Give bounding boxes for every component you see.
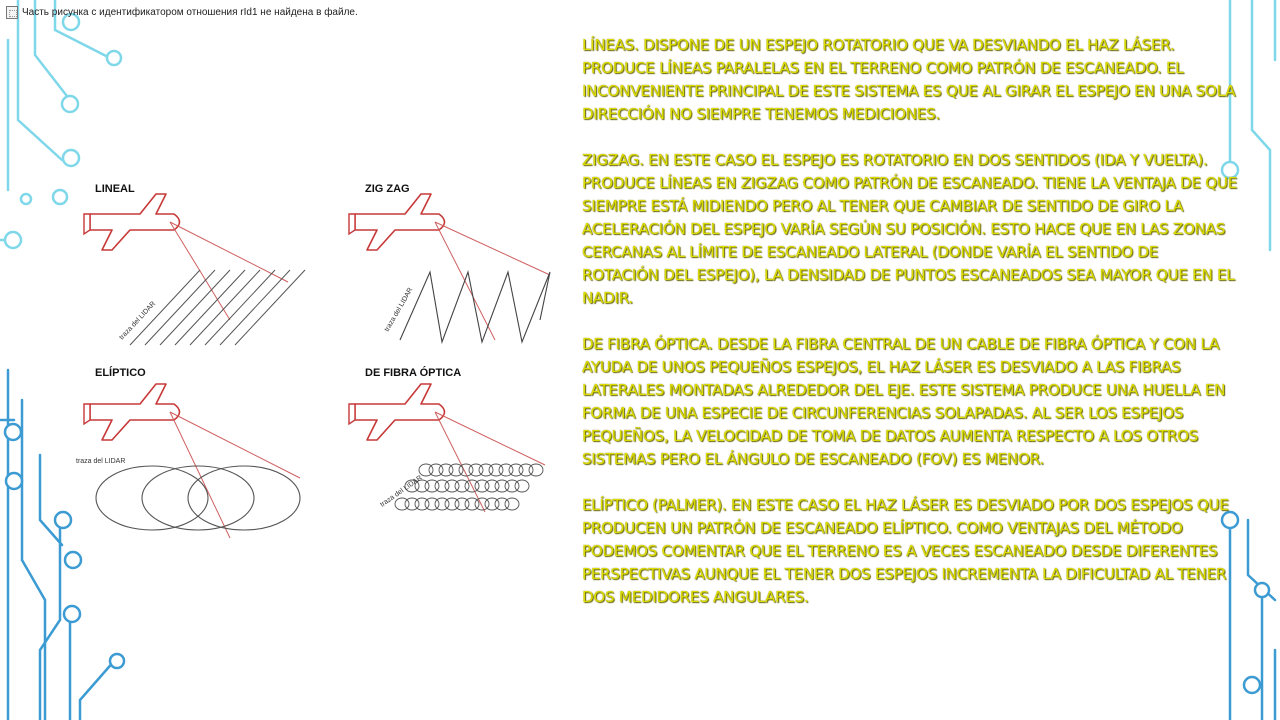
panel-title-lineal: LINEAL — [95, 183, 135, 195]
broken-image-placeholder — [6, 6, 358, 19]
panel-eliptico — [76, 366, 300, 538]
lidar-trace-label-zigzag: traza del LIDAR — [383, 286, 415, 333]
lidar-trace-label-lineal: traza del LIDAR — [118, 300, 158, 342]
lidar-trace-label-fibra-optica: traza del LIDAR — [379, 474, 424, 509]
paragraph-zigzag: ZIGZAG. EN ESTE CASO EL ESPEJO ES ROTATORIO EN DOS SENTIDOS (IDA Y VUELTA). PRODUCE LÍNEAS EN ZIGZAG COMO PATRÓN DE ESCANEADO. TIENE LA VENTAJA DE QUE SIEMPRE ESTÁ MIDIENDO PERO AL TENER QUE CAMBIAR DE SENTIDO DE GIRO LA ACELERACIÓN DEL ESPEJO VARÍA SEGÚN SU POSICIÓN. ESTO HACE QUE EN LAS ZONAS CERCANAS AL LÍMITE DE ESCANEADO LATERAL (DONDE VARÍA EL SENTIDO DE ROTACIÓN DEL ESPEJO), LA DENSIDAD DE PUNTOS ESCANEADOS SEA MAYOR QUE EN EL NADIR. — [582, 151, 1238, 307]
airplane-icon — [84, 194, 180, 250]
lidar-scan-patterns-figure — [70, 160, 570, 540]
airplane-icon — [349, 194, 445, 250]
airplane-icon — [349, 384, 445, 440]
elliptical-scan-pattern — [96, 466, 300, 530]
broken-image-icon — [6, 6, 18, 19]
lineal-scan-lines — [130, 270, 305, 345]
paragraph-fibra-optica: DE FIBRA ÓPTICA. DESDE LA FIBRA CENTRAL DE UN CABLE DE FIBRA ÓPTICA Y CON LA AYUDA DE UNOS PEQUEÑOS ESPEJOS, EL HAZ LÁSER ES DESVIADO A LAS FIBRAS LATERALES MONTADAS ALREDEDOR DEL EJE. ESTE SISTEMA PRODUCE UNA HUELLA EN FORMA DE UNA ESPECIE DE CIRCUNFERENCIAS SOLAPADAS. AL SER LOS ESPEJOS PEQUEÑOS, LA VELOCIDAD DE TOMA DE DATOS AUMENTA RESPECTO A LOS OTROS SISTEMAS PERO EL ÁNGULO DE ESCANEADO (FOV) ES MENOR. — [582, 335, 1226, 468]
lidar-trace-label-eliptico: traza del LIDAR — [76, 458, 126, 465]
panel-title-fibra-optica: DE FIBRA ÓPTICA — [365, 367, 462, 379]
panel-zigzag — [349, 183, 550, 342]
panel-title-zigzag: ZIG ZAG — [365, 183, 410, 195]
panel-lineal — [84, 183, 305, 345]
fiber-optic-scan-circles — [395, 464, 543, 510]
panel-title-eliptico: ELÍPTICO — [95, 367, 146, 379]
zigzag-scan-path — [400, 272, 550, 342]
paragraph-eliptico: ELÍPTICO (PALMER). EN ESTE CASO EL HAZ LÁSER ES DESVIADO POR DOS ESPEJOS QUE PRODUCEN UN PATRÓN DE ESCANEADO ELÍPTICO. COMO VENTAJAS DEL MÉTODO PODEMOS COMENTAR QUE EL TERRENO ES A VECES ESCANEADO DESDE DIFERENTES PERSPECTIVAS AUNQUE EL TENER DOS ESPEJOS INCREMENTA LA DIFICULTAD AL TENER DOS MEDIDORES ANGULARES. — [582, 496, 1229, 606]
airplane-icon — [84, 384, 180, 440]
broken-image-alt-text: Часть рисунка с идентификатором отношения rId1 не найдена в файле. — [22, 7, 358, 18]
panel-fibra-optica — [349, 366, 545, 512]
description-text — [582, 34, 1238, 609]
paragraph-lineas: LÍNEAS. DISPONE DE UN ESPEJO ROTATORIO QUE VA DESVIANDO EL HAZ LÁSER. PRODUCE LÍNEAS PARALELAS EN EL TERRENO COMO PATRÓN DE ESCANEADO. EL INCONVENIENTE PRINCIPAL DE ESTE SISTEMA ES QUE AL GIRAR EL ESPEJO EN UNA SOLA DIRECCIÓN NO SIEMPRE TENEMOS MEDICIONES. — [582, 36, 1236, 123]
